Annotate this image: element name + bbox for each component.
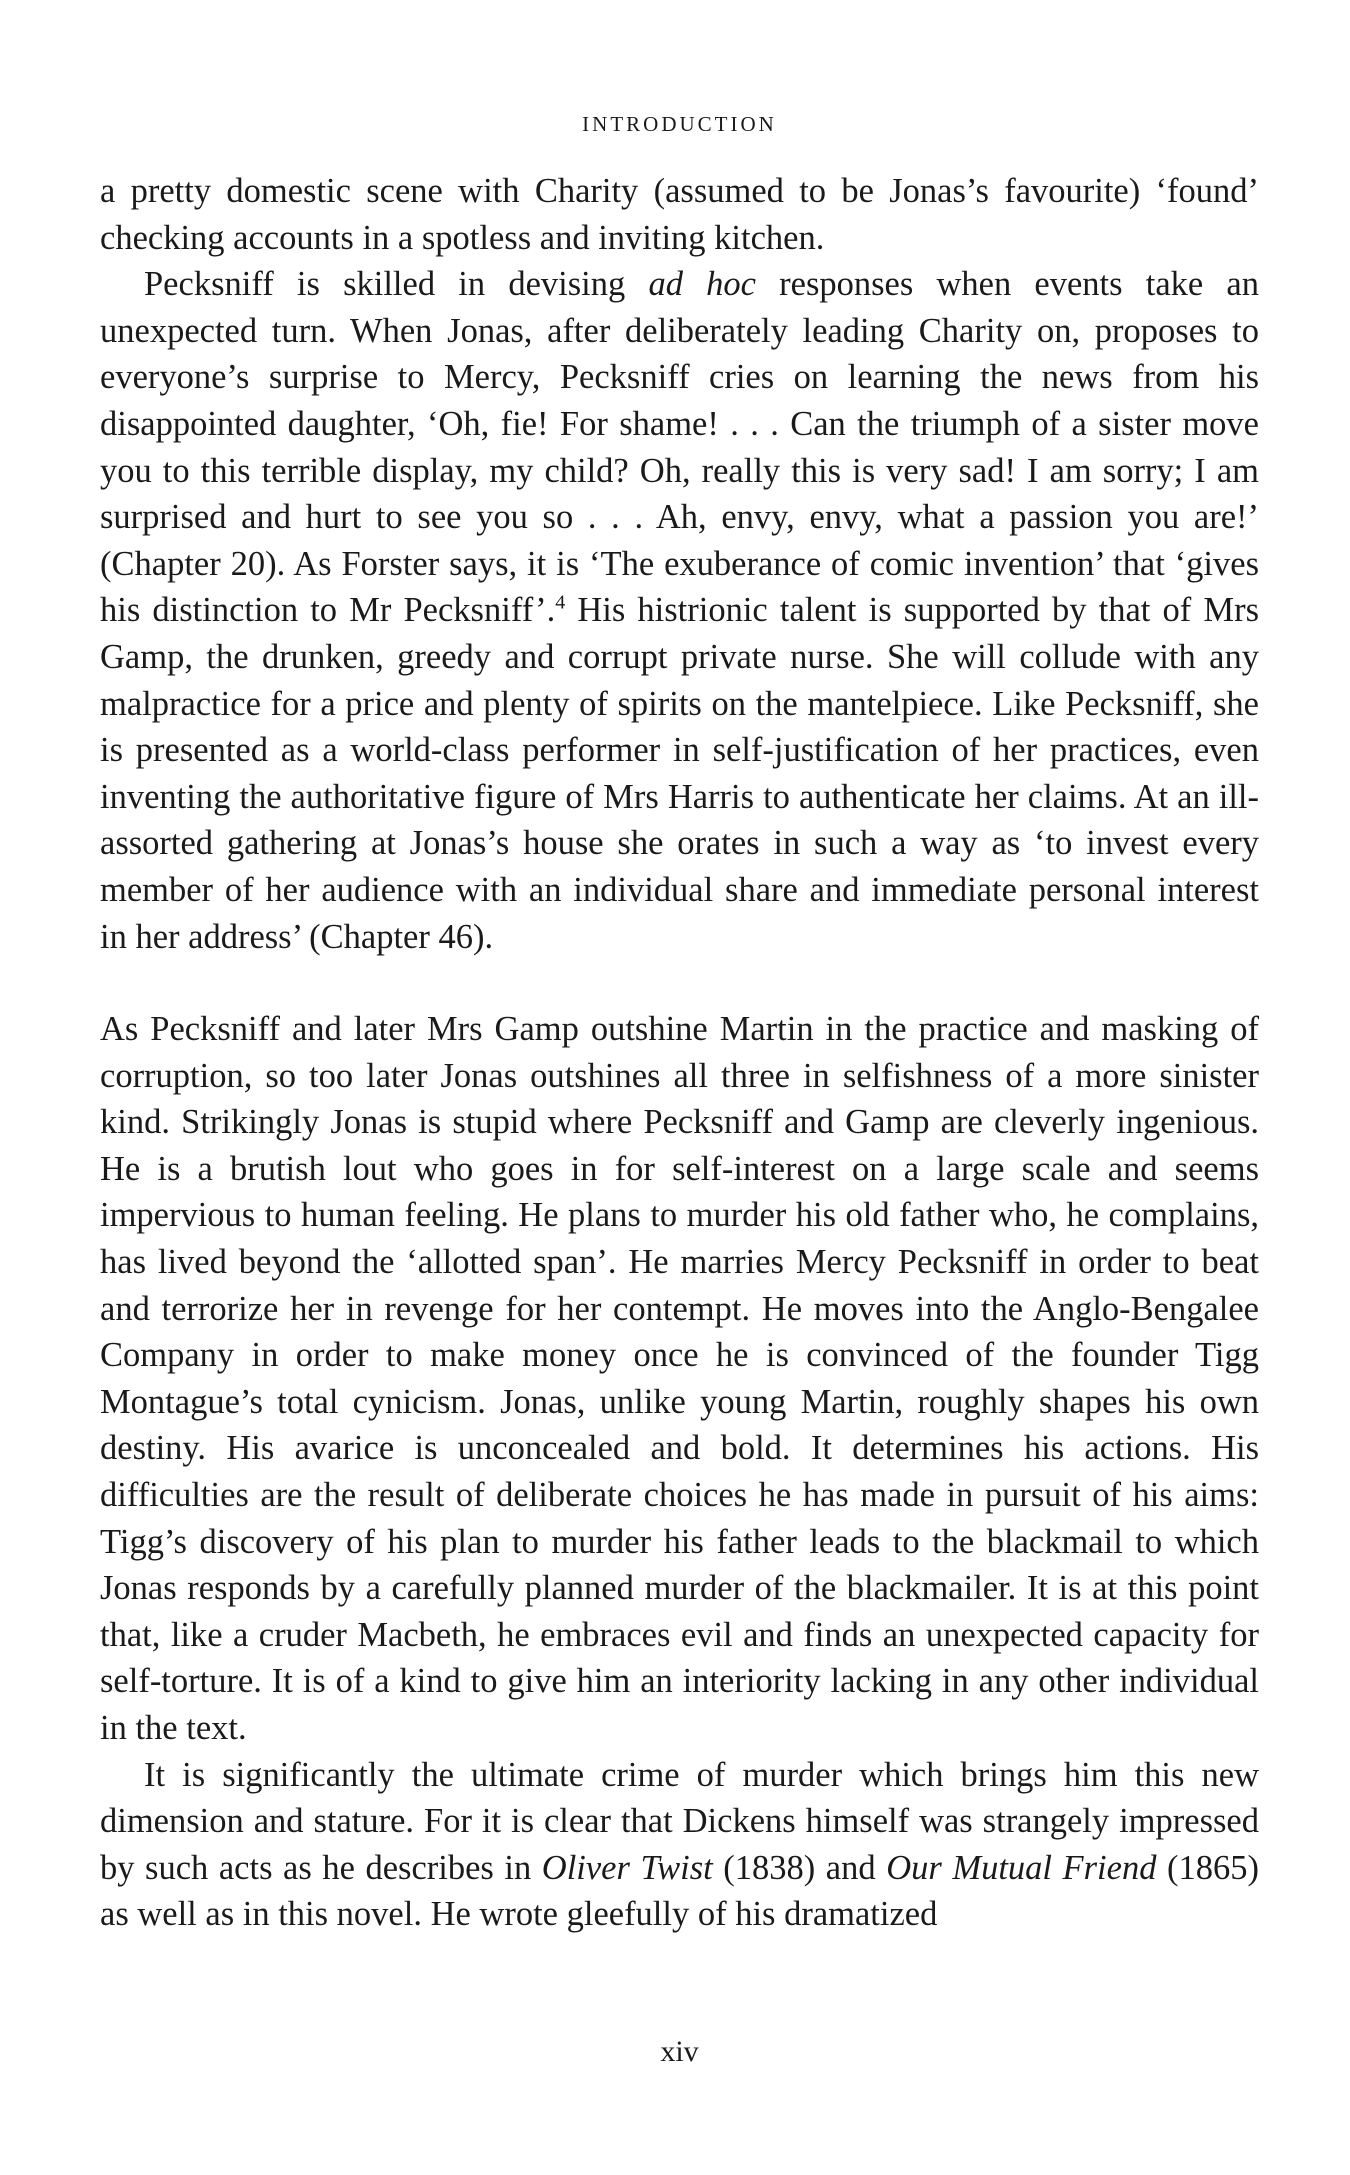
text-run: (1838) and [712,1848,887,1887]
text-run: a pretty domestic scene with Charity (assumed to be Jonas’s favourite) ‘found’ checking accounts in a spotless and inviting kitchen. [100,172,1259,257]
text-run: His histrionic talent is supported by that of Mrs Gamp, the drunken, greedy and corrupt private nurse. She will collude with any malpractice for a price and plenty of spirits on the mantelpiece. Like Pecksniff, she is presented as a world-class performer in self-justification of her practices, even inventing the authoritative figure of Mrs Harris to authenticate her claims. At an ill-assorted gathering at Jonas’s house she orates in such a way as ‘to invest every member of her audience with an individual share and immediate personal interest in her address’ (Chapter 46). [100,591,1260,956]
body-text [100,168,1259,1938]
paragraph [100,261,1259,960]
text-run: Pecksniff is skilled in devising [144,265,649,304]
italic-title: Our Mutual Friend [886,1848,1157,1887]
text-run: It is significantly the ultimate crime of murder which brings him this new dimension and stature. For it is clear that Dickens himself was strangely impressed by such acts as he describes in [100,1755,1259,1887]
text-run: responses when events take an unexpected turn. When Jonas, after deliberately leading Charity on, proposes to everyone’s surprise to Mercy, Pecksniff cries on learning the news from his disappointed daughter, ‘Oh, fie! For shame! . . . Can the triumph of a sister move you to this terrible display, my child? Oh, really this is very sad! I am sorry; I am surprised and hurt to see you so . . . Ah, envy, envy, what a passion you are!’ (Chapter 20). As Forster says, it is ‘The exuberance of comic invention’ that ‘gives his distinction to Mr Pecksniff’. [100,265,1259,630]
italic-title: ad hoc [648,265,756,304]
text-run: As Pecksniff and later Mrs Gamp outshine Martin in the practice and masking of corruption, so too later Jonas outshines all three in selfishness of a more sinister kind. Strikingly Jonas is stupid where Pecksniff and Gamp are cleverly ingenious. He is a brutish lout who goes in for self-interest on a large scale and seems impervious to human feeling. He plans to murder his old father who, he complains, has lived beyond the ‘allotted span’. He marries Mercy Pecksniff in order to beat and terrorize her in revenge for her contempt. He moves into the Anglo-Bengalee Company in order to make money once he is convinced of the founder Tigg Montague’s total cynicism. Jonas, unlike young Martin, roughly shapes his own destiny. His avarice is unconcealed and bold. It determines his actions. His difficulties are the result of deliberate choices he has made in pursuit of his aims: Tigg’s discovery of his plan to murder his father leads to the blackmail to which Jonas responds by a carefully planned murder of the blackmailer. It is at this point that, like a cruder Macbeth, he embraces evil and finds an unexpected capacity for self-torture. It is of a kind to give him an interiority lacking in any other individual in the text. [100,1010,1259,1747]
italic-title: Oliver Twist [541,1848,713,1887]
footnote-marker: 4 [555,591,566,614]
running-head: INTRODUCTION [582,112,777,136]
paragraph [100,168,1259,261]
page-number: xiv [660,2035,699,2068]
book-page [100,0,1259,2175]
paragraph [100,1752,1259,1938]
paragraph [100,1006,1259,1752]
text-run: (1865) as well as in this novel. He wrote gleefully of his dramatized [100,1848,1259,1934]
